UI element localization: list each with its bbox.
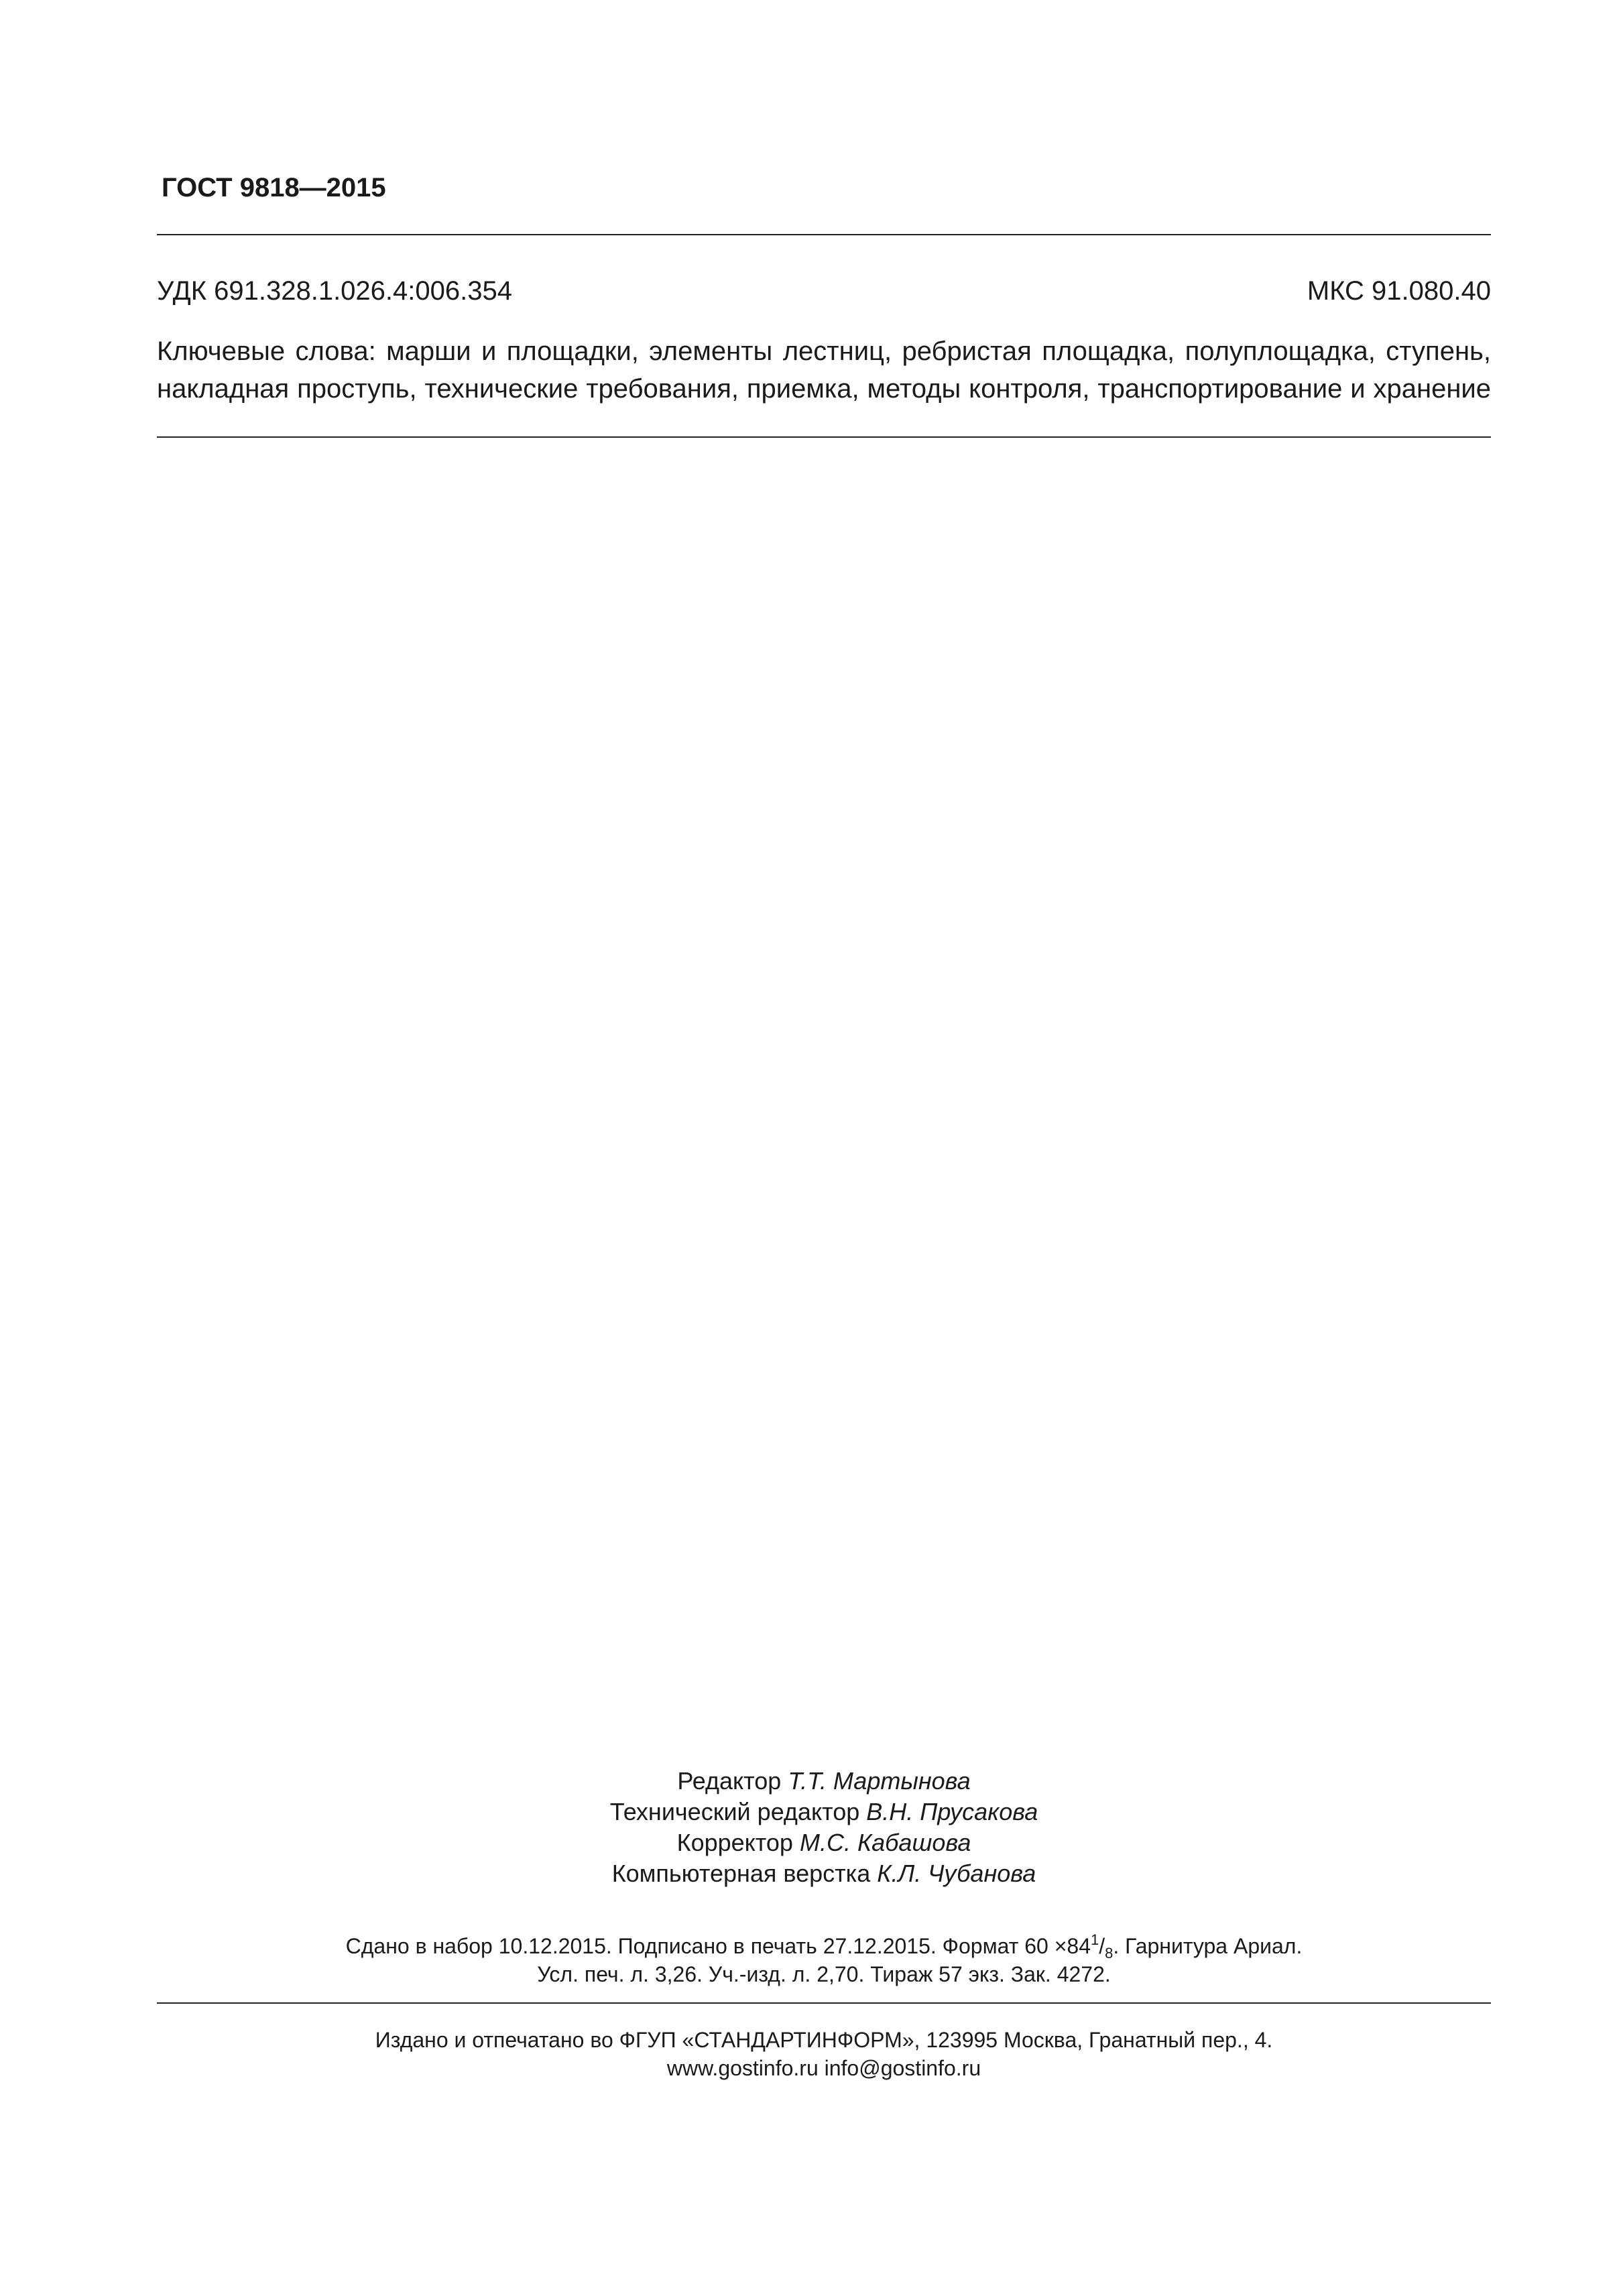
credit-role: Компьютерная верстка [611,1860,871,1887]
credit-layout [157,1858,1491,1889]
keywords-line-1: Ключевые слова: марши и площадки, элементы лестниц, ребристая площадка, полуплощадка, ступень, [157,337,1491,366]
keywords-block [157,333,1491,408]
credit-role: Технический редактор [609,1798,860,1825]
credit-person: В.Н. Прусакова [866,1798,1038,1825]
print-info-block [157,1932,1491,1988]
credit-editor [157,1766,1491,1797]
format-fraction-numerator: 1 [1091,1931,1099,1948]
publisher-address: Издано и отпечатано во ФГУП «СТАНДАРТИНФОРМ», 123995 Москва, Гранатный пер., 4. [375,2028,1273,2052]
credit-person: Т.Т. Мартынова [788,1767,971,1795]
credit-role: Корректор [676,1829,793,1856]
credit-person: М.С. Кабашова [799,1829,971,1856]
publisher-block [157,2026,1491,2082]
credit-role: Редактор [677,1767,782,1795]
udk-code: УДК 691.328.1.026.4:006.354 [157,276,512,306]
keywords-divider [157,436,1491,438]
print-info-text: Сдано в набор 10.12.2015. Подписано в печать 27.12.2015. Формат 60 ×84 [345,1934,1091,1958]
credit-person: К.Л. Чубанова [877,1860,1036,1887]
classification-row [157,274,1491,308]
credits-block [157,1766,1491,1889]
credit-technical-editor [157,1797,1491,1827]
publisher-divider [157,2002,1491,2004]
publisher-contacts: www.gostinfo.ru info@gostinfo.ru [666,2056,981,2080]
mks-code: МКС 91.080.40 [1307,276,1491,306]
format-fraction-separator: / [1099,1934,1105,1958]
print-info-text: . Гарнитура Ариал. [1113,1934,1303,1958]
document-code: ГОСТ 9818—2015 [162,173,386,202]
format-fraction-denominator: 8 [1105,1945,1114,1961]
keywords-line-2: накладная проступь, технические требования, приемка, методы контроля, транспортирование и хранение [157,374,1491,404]
credit-proofreader [157,1827,1491,1858]
top-divider [157,234,1491,235]
print-info-line-1 [157,1932,1491,1960]
print-info-line-2: Усл. печ. л. 3,26. Уч.-изд. л. 2,70. Тираж 57 экз. Зак. 4272. [537,1962,1111,1986]
